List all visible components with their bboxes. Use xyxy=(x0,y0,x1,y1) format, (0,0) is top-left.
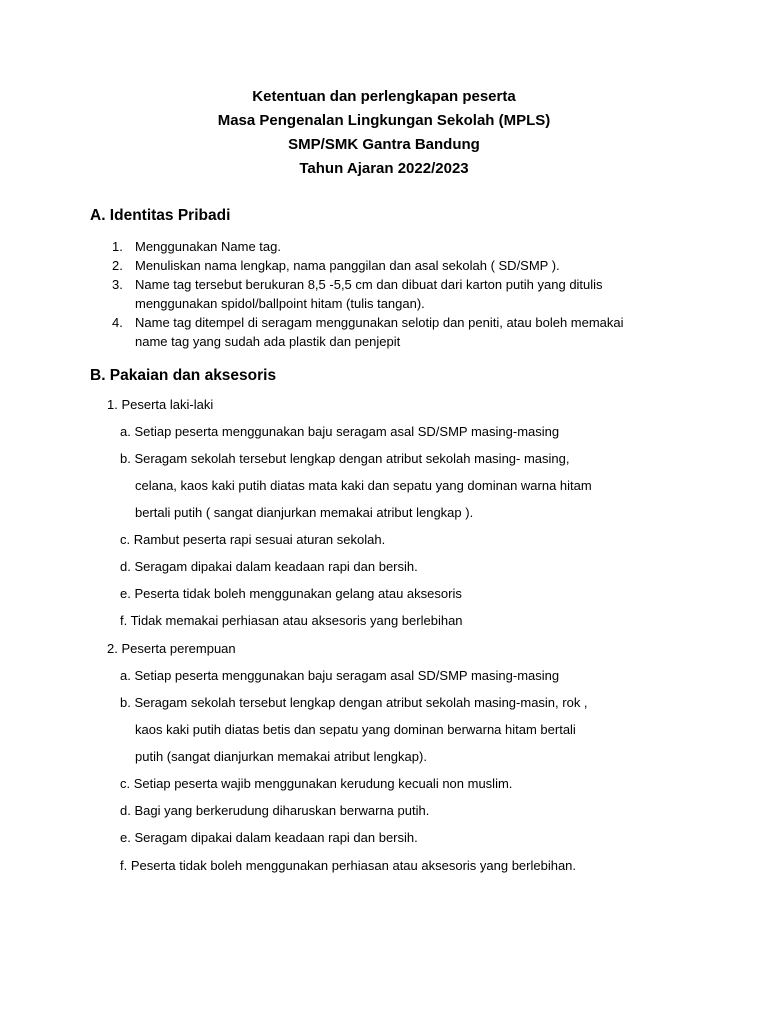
list-item-text: b. Seragam sekolah tersebut lengkap dengan atribut sekolah masing- masing, xyxy=(120,451,570,466)
title-line-3: SMP/SMK Gantra Bandung xyxy=(288,136,480,153)
title-line-2: Masa Pengenalan Lingkungan Sekolah (MPLS) xyxy=(217,112,551,129)
list-item-text: c. Setiap peserta wajib menggunakan kerudung kecuali non muslim. xyxy=(120,776,513,791)
list-item-text: c. Rambut peserta rapi sesuai aturan sekolah. xyxy=(120,532,386,547)
list-item-text: f. Peserta tidak boleh menggunakan perhiasan atau aksesoris yang berlebihan. xyxy=(120,858,577,873)
list-item-text-continued: menggunakan spidol/ballpoint hitam (tulis tangan). xyxy=(135,296,425,311)
list-item-number: 4. xyxy=(112,315,123,330)
list-item-text: Menuliskan nama lengkap, nama panggilan dan asal sekolah ( SD/SMP ). xyxy=(135,258,560,273)
list-item-text-continued: putih (sangat dianjurkan memakai atribut lengkap). xyxy=(135,749,427,764)
section-b-heading: B. Pakaian dan aksesoris xyxy=(90,367,277,384)
group-title-female: 2. Peserta perempuan xyxy=(107,641,236,656)
list-item-text-continued: name tag yang sudah ada plastik dan penjepit xyxy=(135,334,401,349)
list-item-text: e. Seragam dipakai dalam keadaan rapi dan bersih. xyxy=(120,830,418,845)
list-item-text: Name tag ditempel di seragam menggunakan selotip dan peniti, atau boleh memakai xyxy=(135,315,624,330)
list-item-number: 2. xyxy=(112,258,123,273)
title-line-4: Tahun Ajaran 2022/2023 xyxy=(299,160,469,177)
section-a-heading: A. Identitas Pribadi xyxy=(90,207,231,224)
list-item-text: e. Peserta tidak boleh menggunakan gelang atau aksesoris xyxy=(120,586,462,601)
group-title-male: 1. Peserta laki-laki xyxy=(107,397,214,412)
list-item-text: b. Seragam sekolah tersebut lengkap dengan atribut sekolah masing-masin, rok , xyxy=(120,695,588,710)
list-item-text-continued: celana, kaos kaki putih diatas mata kaki dan sepatu yang dominan warna hitam xyxy=(135,478,592,493)
list-item-text: Menggunakan Name tag. xyxy=(135,239,281,254)
list-item-text: a. Setiap peserta menggunakan baju seragam asal SD/SMP masing-masing xyxy=(120,668,560,683)
list-item-text-continued: kaos kaki putih diatas betis dan sepatu yang dominan berwarna hitam bertali xyxy=(135,722,576,737)
list-item-text: d. Seragam dipakai dalam keadaan rapi dan bersih. xyxy=(120,559,418,574)
list-item-text-continued: bertali putih ( sangat dianjurkan memakai atribut lengkap ). xyxy=(135,505,474,520)
list-item-number: 3. xyxy=(112,277,123,292)
list-item-text: Name tag tersebut berukuran 8,5 -5,5 cm dan dibuat dari karton putih yang ditulis xyxy=(135,277,603,292)
list-item-text: f. Tidak memakai perhiasan atau aksesoris yang berlebihan xyxy=(120,613,463,628)
list-item-number: 1. xyxy=(112,239,123,254)
list-item-text: a. Setiap peserta menggunakan baju seragam asal SD/SMP masing-masing xyxy=(120,424,560,439)
title-line-1: Ketentuan dan perlengkapan peserta xyxy=(252,88,516,105)
list-item-text: d. Bagi yang berkerudung diharuskan berwarna putih. xyxy=(120,803,430,818)
